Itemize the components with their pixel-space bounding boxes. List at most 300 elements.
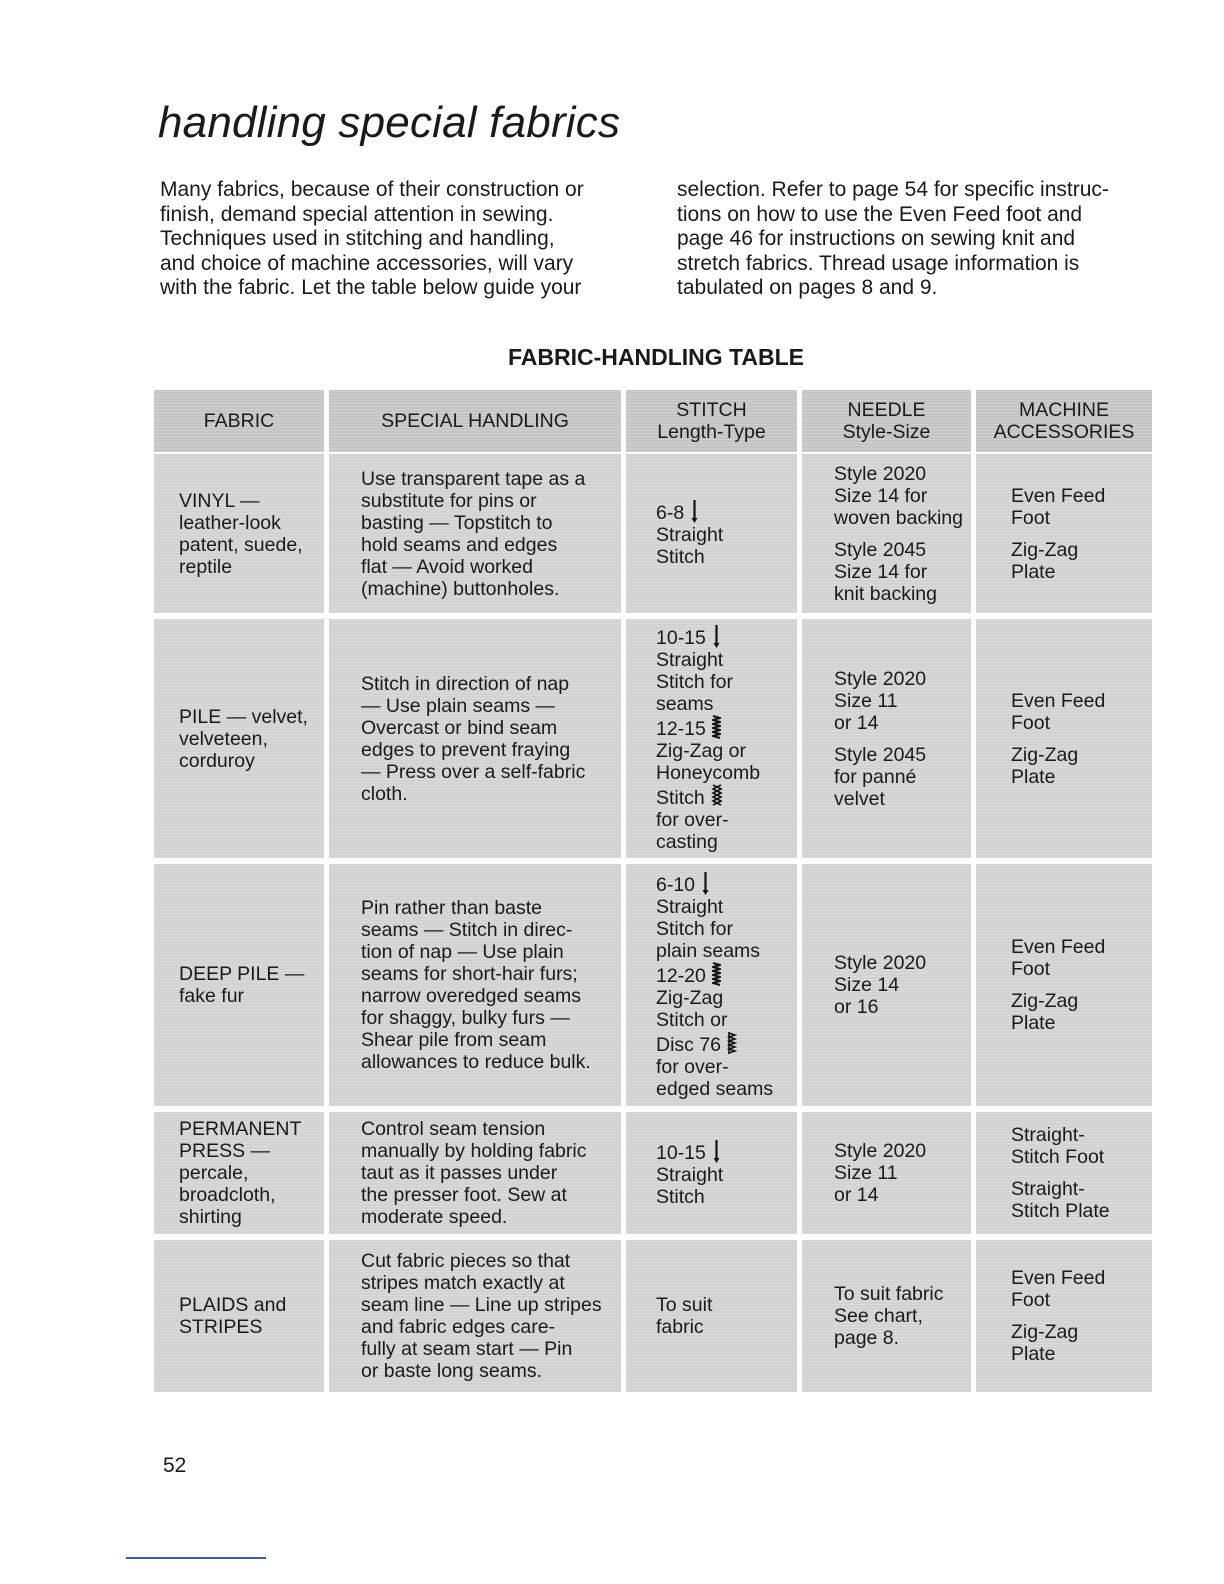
needle-cell (802, 619, 976, 864)
text-line-content: Zig-Zag (1011, 1321, 1079, 1343)
stitch-cell (626, 454, 802, 619)
text-line-content: 12-15 (656, 718, 706, 740)
zigzag-stitch-icon (712, 962, 721, 986)
text-line (179, 1162, 316, 1184)
text-line-content: fake fur (179, 985, 245, 1007)
line-gap (1011, 1168, 1144, 1178)
text-line (677, 276, 1155, 301)
text-line-content: Size 11 (834, 689, 898, 712)
text-line (179, 706, 316, 728)
table-header-row (154, 390, 1152, 454)
text-line (361, 1051, 613, 1073)
text-line (656, 962, 789, 987)
text-line-content: Straight- (1011, 1178, 1085, 1200)
text-line-content: or baste long seams. (361, 1360, 543, 1382)
text-line-content: Stitch for (656, 917, 733, 940)
fabric-handling-table (154, 390, 1152, 1392)
needle-cell (802, 864, 976, 1112)
text-line-content: Stitch Plate (1011, 1200, 1110, 1222)
text-line-content: Plate (1011, 1012, 1056, 1034)
text-line-content: Style 2020 (834, 952, 927, 974)
text-line (677, 227, 1155, 252)
text-line (806, 399, 967, 421)
text-line (361, 673, 613, 695)
text-line (656, 624, 789, 649)
text-line (834, 1283, 963, 1305)
text-line (656, 524, 789, 546)
text-line (980, 421, 1148, 443)
text-line (361, 1338, 613, 1360)
text-line (656, 940, 789, 962)
text-line-content: VINYL — (179, 489, 260, 512)
text-line-content: fabric (656, 1316, 704, 1338)
text-line-content: Size 14 for (834, 560, 928, 583)
text-line-content: Many fabrics, because of their construction or (160, 178, 584, 201)
text-line (1011, 1289, 1144, 1311)
text-line (1011, 1321, 1144, 1343)
text-line (361, 1007, 613, 1029)
text-line-content: with the fabric. Let the table below guide your (160, 276, 582, 300)
text-line-content: Style 2045 (834, 538, 927, 561)
text-line (361, 490, 613, 512)
line-gap (1011, 1311, 1144, 1321)
text-line (179, 490, 316, 512)
line-gap (834, 734, 963, 744)
text-line-content: seams (656, 693, 714, 715)
text-line (179, 556, 316, 578)
text-line (834, 744, 963, 766)
text-line-content: STRIPES (179, 1316, 263, 1338)
text-line-content: FABRIC (203, 410, 275, 432)
text-line (361, 578, 613, 600)
accessories-cell (976, 454, 1152, 619)
text-line (630, 399, 793, 421)
text-line-content: Stitch (656, 546, 705, 568)
text-line-content: Even Feed (1011, 484, 1106, 507)
text-line (834, 766, 963, 788)
text-line-content: Disc 76 (656, 1033, 722, 1056)
text-line-content: Size 11 (834, 1162, 898, 1184)
text-line-content: Stitch for (656, 671, 733, 693)
text-line (834, 583, 963, 605)
text-line (834, 539, 963, 561)
text-line-content: PILE — velvet, (179, 705, 308, 728)
text-line-content: narrow overedged seams (361, 985, 582, 1007)
text-line-content: Cut fabric pieces so that (361, 1250, 571, 1272)
text-line (160, 178, 638, 203)
text-line (160, 227, 638, 252)
table-title: FABRIC-HANDLING TABLE (508, 344, 804, 370)
text-line (361, 761, 613, 783)
text-line (656, 1056, 789, 1078)
text-line-content: Style 2020 (834, 667, 927, 690)
text-line-content: casting (656, 831, 718, 853)
text-line (1011, 712, 1144, 734)
text-line (361, 1162, 613, 1184)
text-line-content: — Use plain seams — (361, 694, 555, 717)
text-line-content: ACCESSORIES (993, 421, 1135, 443)
text-line (834, 690, 963, 712)
text-line (361, 1184, 613, 1206)
line-gap (1011, 980, 1144, 990)
table-row-pile (154, 619, 1152, 864)
text-line-content: Foot (1011, 958, 1051, 980)
intro-paragraph-right (677, 178, 1155, 301)
text-line (834, 1140, 963, 1162)
text-line-content: Foot (1011, 711, 1051, 734)
header-stitch (626, 390, 802, 454)
text-line-content: flat — Avoid worked (361, 555, 533, 578)
text-line (361, 897, 613, 919)
text-line-content: Pin rather than baste (361, 897, 543, 919)
text-line-content: tabulated on pages 8 and 9. (677, 276, 938, 300)
text-line-content: broadcloth, (179, 1184, 276, 1206)
text-line-content: allowances to reduce bulk. (361, 1051, 591, 1073)
text-line-content: page 8. (834, 1327, 900, 1349)
text-line (361, 963, 613, 985)
text-line (834, 485, 963, 507)
text-line-content: or 16 (834, 996, 879, 1018)
text-line (361, 1272, 613, 1294)
text-line-content: or 14 (834, 1184, 879, 1206)
text-line (160, 252, 638, 277)
fabric-cell (154, 619, 329, 864)
header-machine-accessories (976, 390, 1152, 454)
text-line-content: Straight (656, 895, 724, 918)
text-line-content: Size 14 (834, 974, 900, 996)
text-line (1011, 690, 1144, 712)
text-line-content: finish, demand special attention in sewing. (160, 202, 554, 226)
text-line-content: 6-8 (656, 502, 685, 524)
special-handling-cell (329, 1112, 626, 1240)
accessories-cell (976, 619, 1152, 864)
text-line (361, 717, 613, 739)
text-line (361, 919, 613, 941)
text-line-content: fully at seam start — Pin (361, 1338, 573, 1360)
straight-stitch-icon (712, 624, 721, 648)
text-line (834, 1305, 963, 1327)
text-line (1011, 1343, 1144, 1365)
text-line-content: Stitch Foot (1011, 1146, 1105, 1168)
text-line (1011, 990, 1144, 1012)
text-line (1011, 1012, 1144, 1034)
text-line (834, 788, 963, 810)
text-line-content: To suit fabric (834, 1283, 944, 1305)
text-line-content: Stitch or (656, 1008, 728, 1031)
text-line (361, 556, 613, 578)
text-line (361, 1140, 613, 1162)
text-line-content: MACHINE (1019, 399, 1109, 421)
line-gap (834, 529, 963, 539)
intro-paragraph-left (160, 178, 638, 301)
text-line-content: for shaggy, bulky furs — (361, 1007, 570, 1029)
text-line (179, 534, 316, 556)
table-row-plaids-stripes (154, 1240, 1152, 1392)
text-line (677, 252, 1155, 277)
text-line (656, 1164, 789, 1186)
text-line (656, 671, 789, 693)
zigzag-stitch-icon (712, 715, 721, 739)
text-line-content: substitute for pins or (361, 489, 537, 512)
text-line (630, 421, 793, 443)
text-line-content: edges to prevent fraying (361, 738, 571, 761)
text-line-content: manually by holding fabric (361, 1140, 587, 1162)
text-line (179, 1140, 316, 1162)
text-line (361, 512, 613, 534)
text-line (834, 712, 963, 734)
special-handling-cell (329, 1240, 626, 1392)
text-line (656, 987, 789, 1009)
text-line (656, 1186, 789, 1208)
text-line-content: the presser foot. Sew at (361, 1184, 567, 1206)
text-line-content: Foot (1011, 506, 1051, 529)
text-line-content: for over- (656, 1055, 729, 1078)
accessories-cell (976, 1112, 1152, 1240)
text-line (179, 728, 316, 750)
text-line (1011, 1124, 1144, 1146)
text-line-content: Zig-Zag (1011, 990, 1079, 1012)
text-line (361, 1316, 613, 1338)
text-line (361, 739, 613, 761)
text-line-content: leather-look (179, 511, 281, 534)
text-line (656, 831, 789, 853)
text-line (361, 783, 613, 805)
text-line-content: Use transparent tape as a (361, 467, 586, 490)
text-line (834, 561, 963, 583)
text-line (656, 740, 789, 762)
text-line-content: DEEP PILE — (179, 963, 305, 985)
text-line (834, 463, 963, 485)
stitch-cell (626, 864, 802, 1112)
text-line-content: corduroy (179, 749, 255, 772)
text-line (179, 985, 316, 1007)
text-line-content: (machine) buttonholes. (361, 577, 560, 600)
text-line-content: Length-Type (657, 421, 766, 443)
header-special-handling (329, 390, 626, 454)
text-line (1011, 958, 1144, 980)
text-line (806, 421, 967, 443)
text-line (179, 1316, 316, 1338)
text-line-content: Straight- (1011, 1124, 1085, 1146)
text-line-content: PERMANENT (179, 1118, 302, 1140)
special-handling-cell (329, 864, 626, 1112)
page-title: handling special fabrics (158, 98, 621, 147)
text-line (656, 715, 789, 740)
text-line-content: Techniques used in stitching and handling, (160, 227, 555, 251)
special-handling-cell (329, 619, 626, 864)
needle-cell (802, 1112, 976, 1240)
text-line-content: stretch fabrics. Thread usage information is (677, 251, 1080, 275)
text-line-content: Zig-Zag or (656, 740, 746, 762)
text-line-content: Plate (1011, 1343, 1056, 1365)
text-line-content: Honeycomb (656, 762, 761, 784)
text-line-content: Straight (656, 1163, 724, 1186)
fabric-cell (154, 864, 329, 1112)
text-line (834, 974, 963, 996)
text-line (158, 410, 320, 432)
table-row-vinyl (154, 454, 1152, 619)
text-line (179, 1118, 316, 1140)
text-line (361, 1029, 613, 1051)
text-line (361, 1294, 613, 1316)
text-line (361, 468, 613, 490)
text-line (361, 695, 613, 717)
text-line-content: PLAIDS and (179, 1294, 287, 1316)
stitch-cell (626, 619, 802, 864)
text-line (1011, 1200, 1144, 1222)
text-line-content: patent, suede, (179, 533, 303, 556)
text-line-content: Even Feed (1011, 1267, 1106, 1289)
honeycomb-stitch-icon (711, 784, 723, 808)
stitch-cell (626, 1240, 802, 1392)
text-line-content: To suit (656, 1294, 713, 1316)
text-line (834, 1327, 963, 1349)
text-line-content: or 14 (834, 711, 879, 734)
text-line-content: tions on how to use the Even Feed foot and (677, 202, 1083, 226)
text-line (656, 1031, 789, 1056)
line-gap (1011, 529, 1144, 539)
text-line-content: for over- (656, 809, 729, 831)
text-line-content: woven backing (834, 506, 963, 529)
text-line (656, 1139, 789, 1164)
text-line-content: Foot (1011, 1289, 1051, 1311)
text-line-content: Stitch in direction of nap (361, 672, 570, 695)
text-line (1011, 936, 1144, 958)
text-line-content: See chart, (834, 1305, 923, 1327)
text-line-content: seams for short-hair furs; (361, 963, 578, 985)
table-row-deep-pile (154, 864, 1152, 1112)
table-row-permanent-press (154, 1112, 1152, 1240)
text-line (656, 693, 789, 715)
text-line (834, 1162, 963, 1184)
text-line-content: taut as it passes under (361, 1162, 558, 1184)
text-line (677, 203, 1155, 228)
text-line-content: Zig-Zag (656, 986, 724, 1009)
text-line (1011, 539, 1144, 561)
text-line (677, 178, 1155, 203)
text-line-content: Even Feed (1011, 936, 1106, 958)
text-line-content: page 46 for instructions on sewing knit and (677, 227, 1076, 251)
text-line-content: selection. Refer to page 54 for specific instruc- (677, 178, 1109, 201)
overedge-stitch-icon (727, 1031, 737, 1055)
text-line-content: cloth. (361, 782, 408, 805)
text-line-content: Straight (656, 649, 724, 671)
text-line-content: tion of nap — Use plain (361, 941, 564, 963)
text-line (179, 1206, 316, 1228)
text-line (179, 1294, 316, 1316)
text-line-content: 6-10 (656, 873, 696, 896)
text-line-content: Zig-Zag (1011, 743, 1079, 766)
text-line (834, 1184, 963, 1206)
straight-stitch-icon (712, 1139, 721, 1163)
text-line (361, 1118, 613, 1140)
text-line (179, 1184, 316, 1206)
text-line (980, 399, 1148, 421)
text-line-content: Size 14 for (834, 484, 928, 507)
text-line (1011, 766, 1144, 788)
text-line-content: Stitch (656, 1185, 705, 1208)
text-line (361, 941, 613, 963)
text-line (160, 203, 638, 228)
text-line (361, 1250, 613, 1272)
text-line (656, 762, 789, 784)
text-line-content: Zig-Zag (1011, 538, 1079, 561)
text-line (1011, 507, 1144, 529)
text-line-content: seam line — Line up stripes (361, 1294, 602, 1316)
text-line-content: velvet (834, 787, 885, 810)
text-line-content: — Press over a self-fabric (361, 760, 586, 783)
text-line-content: Style 2020 (834, 462, 927, 485)
text-line-content: seams — Stitch in direc- (361, 919, 573, 941)
text-line-content: Style-Size (842, 421, 931, 443)
text-line-content: and fabric edges care- (361, 1316, 556, 1338)
text-line (656, 499, 789, 524)
text-line (1011, 1267, 1144, 1289)
text-line (656, 1078, 789, 1100)
text-line-content: 12-20 (656, 964, 706, 987)
text-line-content: Stitch (656, 787, 705, 809)
text-line-content: Plate (1011, 560, 1056, 583)
text-line-content: 10-15 (656, 1141, 706, 1164)
stitch-cell (626, 1112, 802, 1240)
text-line (1011, 561, 1144, 583)
text-line (656, 1294, 789, 1316)
text-line (834, 507, 963, 529)
header-fabric (154, 390, 329, 454)
text-line-content: plain seams (656, 939, 761, 962)
text-line-content: NEEDLE (847, 399, 926, 421)
text-line-content: knit backing (834, 582, 937, 605)
text-line-content: for panné (834, 765, 917, 788)
text-line (333, 410, 617, 432)
fabric-cell (154, 1112, 329, 1240)
text-line-content: hold seams and edges (361, 533, 558, 556)
straight-stitch-icon (701, 871, 710, 895)
text-line (361, 534, 613, 556)
text-line (656, 918, 789, 940)
text-line (160, 276, 638, 301)
text-line (834, 996, 963, 1018)
needle-cell (802, 454, 976, 619)
text-line-content: STITCH (676, 399, 747, 421)
accessories-cell (976, 864, 1152, 1112)
text-line (656, 896, 789, 918)
text-line-content: velveteen, (179, 727, 268, 750)
text-line-content: Control seam tension (361, 1118, 546, 1140)
text-line-content: stripes match exactly at (361, 1272, 565, 1294)
header-needle (802, 390, 976, 454)
text-line (179, 963, 316, 985)
text-line-content: 10-15 (656, 627, 706, 649)
bottom-rule (126, 1557, 266, 1559)
text-line-content: Style 2045 (834, 743, 927, 766)
text-line-content: Plate (1011, 765, 1056, 788)
line-gap (1011, 734, 1144, 744)
text-line-content: reptile (179, 555, 233, 578)
text-line (656, 1009, 789, 1031)
page-number: 52 (163, 1454, 187, 1477)
text-line (1011, 1178, 1144, 1200)
text-line (656, 871, 789, 896)
text-line (1011, 1146, 1144, 1168)
text-line (179, 750, 316, 772)
text-line-content: edged seams (656, 1077, 774, 1100)
text-line (1011, 744, 1144, 766)
text-line-content: shirting (179, 1206, 242, 1228)
text-line-content: moderate speed. (361, 1206, 508, 1228)
text-line (656, 649, 789, 671)
text-line-content: Style 2020 (834, 1140, 927, 1162)
